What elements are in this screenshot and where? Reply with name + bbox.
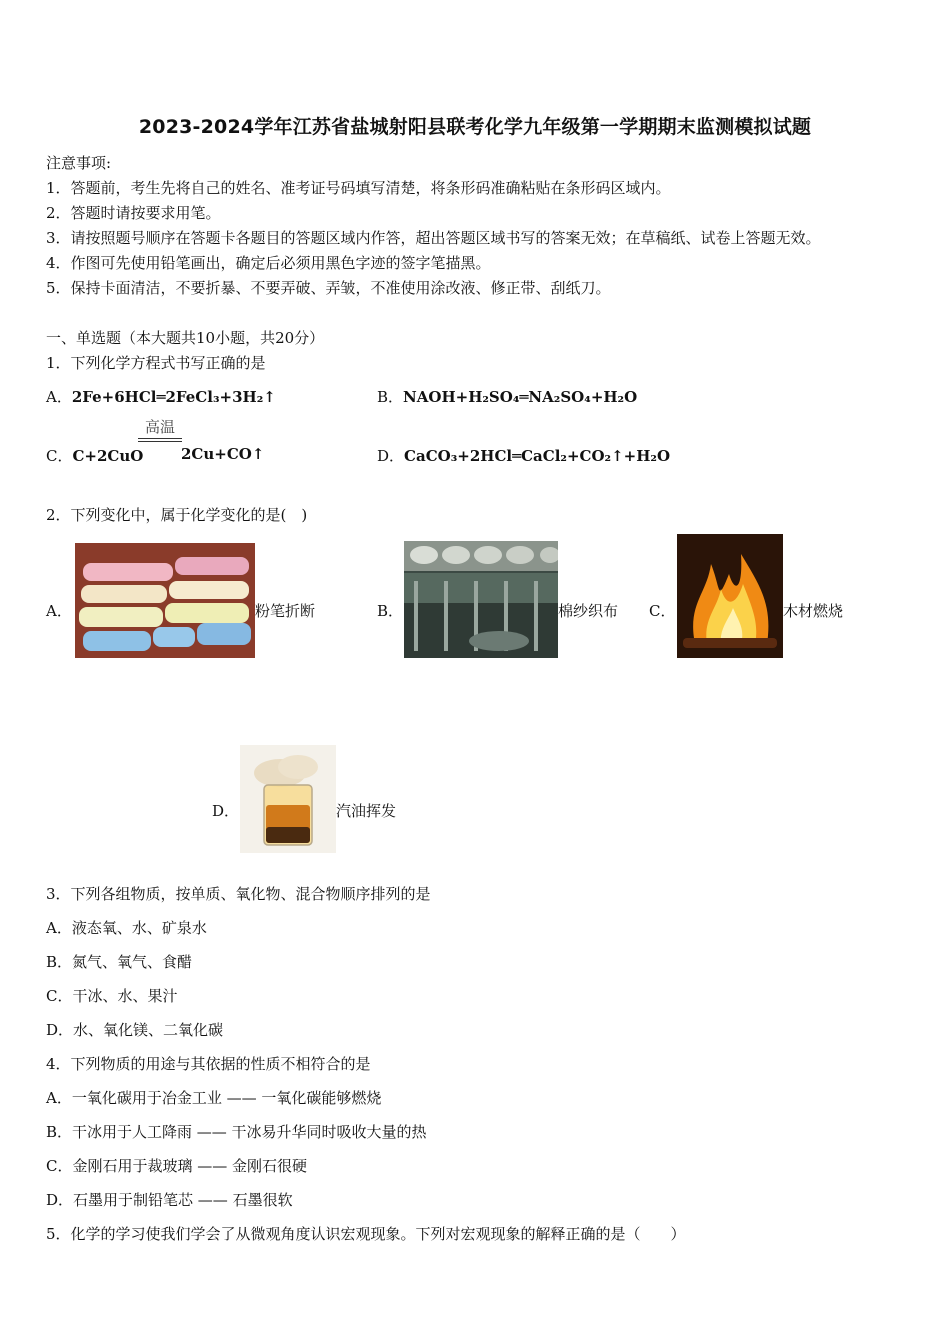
question-3-stem: 3．下列各组物质，按单质、氧化物、混合物顺序排列的是 — [46, 885, 431, 903]
q1-option-c-product — [181, 445, 264, 463]
q3-option-a: A．液态氧、水、矿泉水 — [46, 919, 207, 937]
section-heading: 一、单选题（本大题共10小题，共20分） — [46, 329, 325, 347]
burning-wood-image — [677, 534, 783, 658]
q3-option-c: C．干冰、水、果汁 — [46, 987, 178, 1005]
question-1-stem: 1．下列化学方程式书写正确的是 — [46, 354, 266, 372]
q3-option-d: D．水、氧化镁、二氧化碳 — [46, 1021, 224, 1039]
q4-option-d: D．石墨用于制铅笔芯 —— 石墨很软 — [46, 1191, 293, 1209]
q2-option-a-label: A． — [46, 602, 72, 620]
q1-option-b — [377, 386, 637, 407]
q1-option-b-label: B． — [377, 388, 404, 406]
q4-option-b: B．干冰用于人工降雨 —— 干冰易升华同时吸收大量的热 — [46, 1123, 427, 1141]
q1-option-d-text: CaCO₃+2HCl═CaCl₂+CO₂↑+H₂O — [404, 447, 671, 465]
question-2-stem: 2．下列变化中，属于化学变化的是( ) — [46, 506, 308, 524]
gasoline-beaker-image — [240, 745, 336, 853]
q3-option-b: B．氮气、氧气、食醋 — [46, 953, 193, 971]
q2-option-d-label: D． — [212, 802, 240, 820]
question-4-stem: 4．下列物质的用途与其依据的性质不相符合的是 — [46, 1055, 371, 1073]
q1-option-c-label: C． — [46, 447, 73, 465]
notice-heading: 注意事项: — [46, 154, 112, 172]
notice-item: 2．答题时请按要求用笔。 — [46, 204, 221, 222]
q1-option-a — [46, 386, 276, 407]
q1-option-c-left: C+2CuO — [72, 447, 144, 465]
q1-option-c-right: 2Cu+CO↑ — [181, 445, 265, 463]
notice-item: 5．保持卡面清洁，不要折暴、不要弄破、弄皱，不准使用涂改液、修正带、刮纸刀。 — [46, 279, 611, 297]
notice-item: 4．作图可先使用铅笔画出，确定后必须用黑色字迹的签字笔描黑。 — [46, 254, 491, 272]
q1-option-a-text: 2Fe+6HCl═2FeCl₃+3H₂↑ — [71, 388, 276, 406]
question-5-stem: 5．化学的学习使我们学会了从微观角度认识宏观现象。下列对宏观现象的解释正确的是（ ） — [46, 1225, 686, 1243]
q1-option-c — [46, 445, 143, 466]
equals-line-bottom — [138, 441, 182, 442]
q2-option-b-label: B． — [377, 602, 404, 620]
q1-option-b-text: NAOH+H₂SO₄═NA₂SO₄+H₂O — [403, 388, 638, 406]
q4-option-c: C．金刚石用于裁玻璃 —— 金刚石很硬 — [46, 1157, 308, 1175]
reaction-condition-text: 高温 — [144, 418, 175, 436]
page-title: 2023-2024学年江苏省盐城射阳县联考化学九年级第一学期期末监测模拟试题 — [138, 116, 812, 138]
q1-option-d-label: D． — [377, 447, 405, 465]
reaction-condition — [138, 418, 182, 442]
q2-option-b-text: 棉纱织布 — [558, 602, 619, 620]
equals-line-top — [138, 438, 182, 439]
textile-mill-image — [404, 541, 558, 658]
q2-option-c-text: 木材燃烧 — [783, 602, 844, 620]
q1-option-d — [377, 445, 670, 466]
q1-option-a-label: A． — [46, 388, 72, 406]
q2-option-a-text: 粉笔折断 — [255, 602, 316, 620]
q4-option-a: A．一氧化碳用于冶金工业 —— 一氧化碳能够燃烧 — [46, 1089, 382, 1107]
chalk-image — [75, 543, 255, 658]
q2-option-d-text: 汽油挥发 — [336, 802, 397, 820]
notice-item: 3．请按照题号顺序在答题卡各题目的答题区域内作答，超出答题区域书写的答案无效；在草稿纸、试卷上答题无效。 — [46, 229, 821, 247]
notice-item: 1．答题前，考生先将自己的姓名、准考证号码填写清楚，将条形码准确粘贴在条形码区域内。 — [46, 179, 671, 197]
q2-option-c-label: C． — [649, 602, 676, 620]
